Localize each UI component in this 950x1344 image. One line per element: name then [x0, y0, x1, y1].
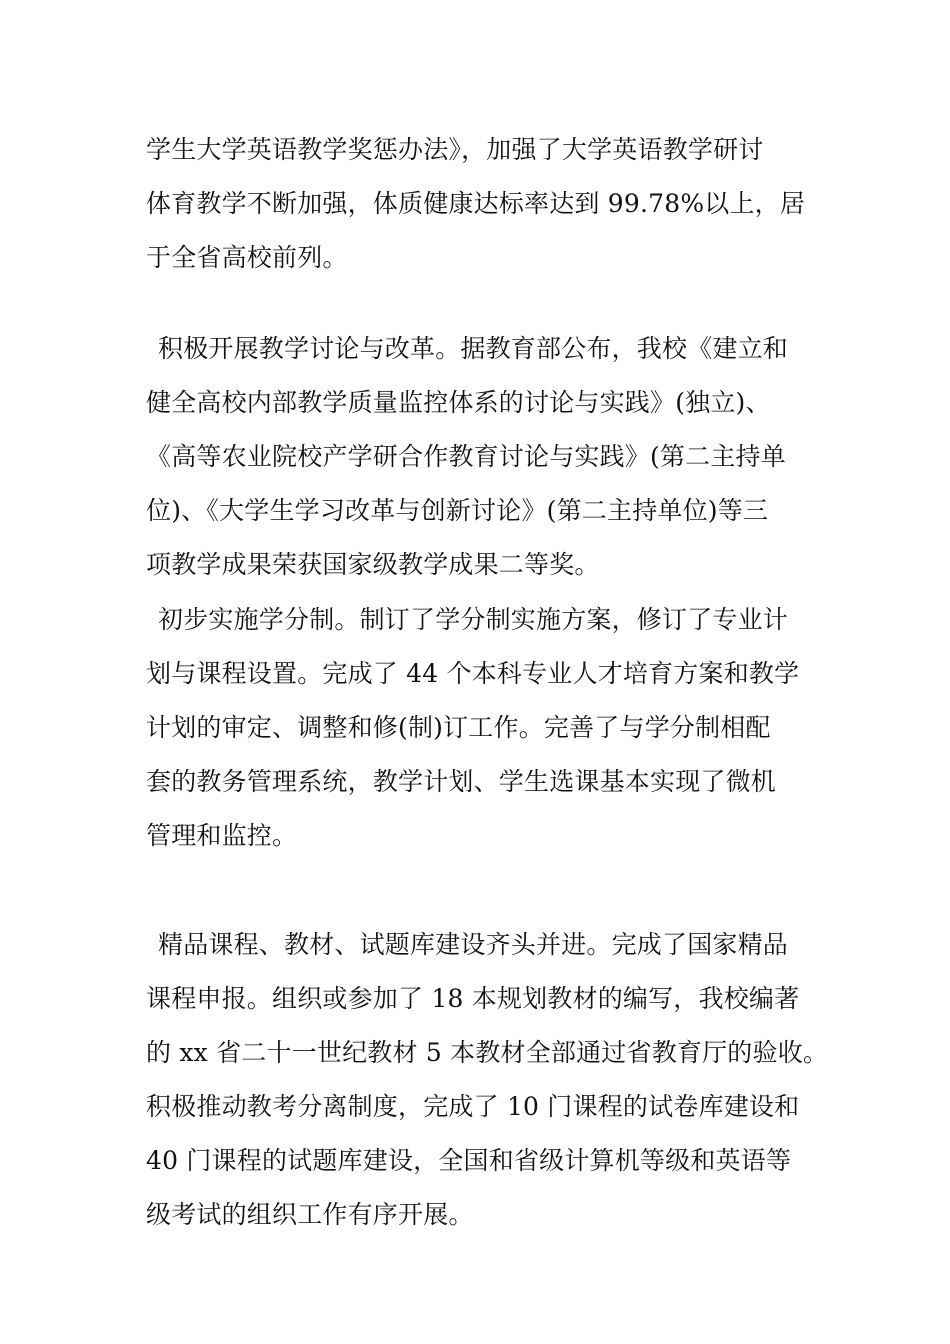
text-line: 划与课程设置。完成了 44 个本科专业人才培育方案和教学: [146, 659, 800, 688]
text-line: 积极推动教考分离制度，完成了 10 门课程的试卷库建设和: [146, 1092, 800, 1121]
text-line: 学生大学英语教学奖惩办法》，加强了大学英语教学研讨: [146, 135, 764, 164]
text-line: 计划的审定、调整和修(制)订工作。完善了与学分制相配: [146, 713, 771, 742]
text-line: 积极开展教学讨论与改革。据教育部公布，我校《建立和: [158, 334, 789, 363]
text-line: 级考试的组织工作有序开展。: [146, 1200, 474, 1229]
text-line: 管理和监控。: [146, 821, 298, 850]
text-line: 《高等农业院校产学研合作教育讨论与实践》(第二主持单: [146, 442, 786, 471]
text-line: 课程申报。组织或参加了 18 本规划教材的编写，我校编著: [146, 984, 800, 1013]
text-line: 健全高校内部教学质量监控体系的讨论与实践》(独立)、: [146, 388, 771, 417]
text-line: 初步实施学分制。制订了学分制实施方案，修订了专业计: [158, 605, 789, 634]
paragraph-credit-system: [146, 593, 836, 863]
text-line: 体育教学不断加强，体质健康达标率达到 99.78%以上，居: [146, 189, 806, 218]
paragraph-english-and-pe-teaching: [146, 123, 836, 285]
text-line: 项教学成果荣获国家级教学成果二等奖。: [146, 550, 600, 579]
paragraph-teaching-reform: [146, 322, 836, 592]
text-line: 的 xx 省二十一世纪教材 5 本教材全部通过省教育厅的验收。: [146, 1038, 829, 1067]
text-line: 位)、《大学生学习改革与创新讨论》(第二主持单位)等三: [146, 496, 769, 525]
text-line: 套的教务管理系统，教学计划、学生选课基本实现了微机: [146, 767, 777, 796]
paragraph-courses-and-textbooks: [146, 918, 836, 1242]
text-line: 40 门课程的试题库建设，全国和省级计算机等级和英语等: [146, 1146, 792, 1175]
text-line: 于全省高校前列。: [146, 243, 348, 272]
text-line: 精品课程、教材、试题库建设齐头并进。完成了国家精品: [158, 930, 789, 959]
